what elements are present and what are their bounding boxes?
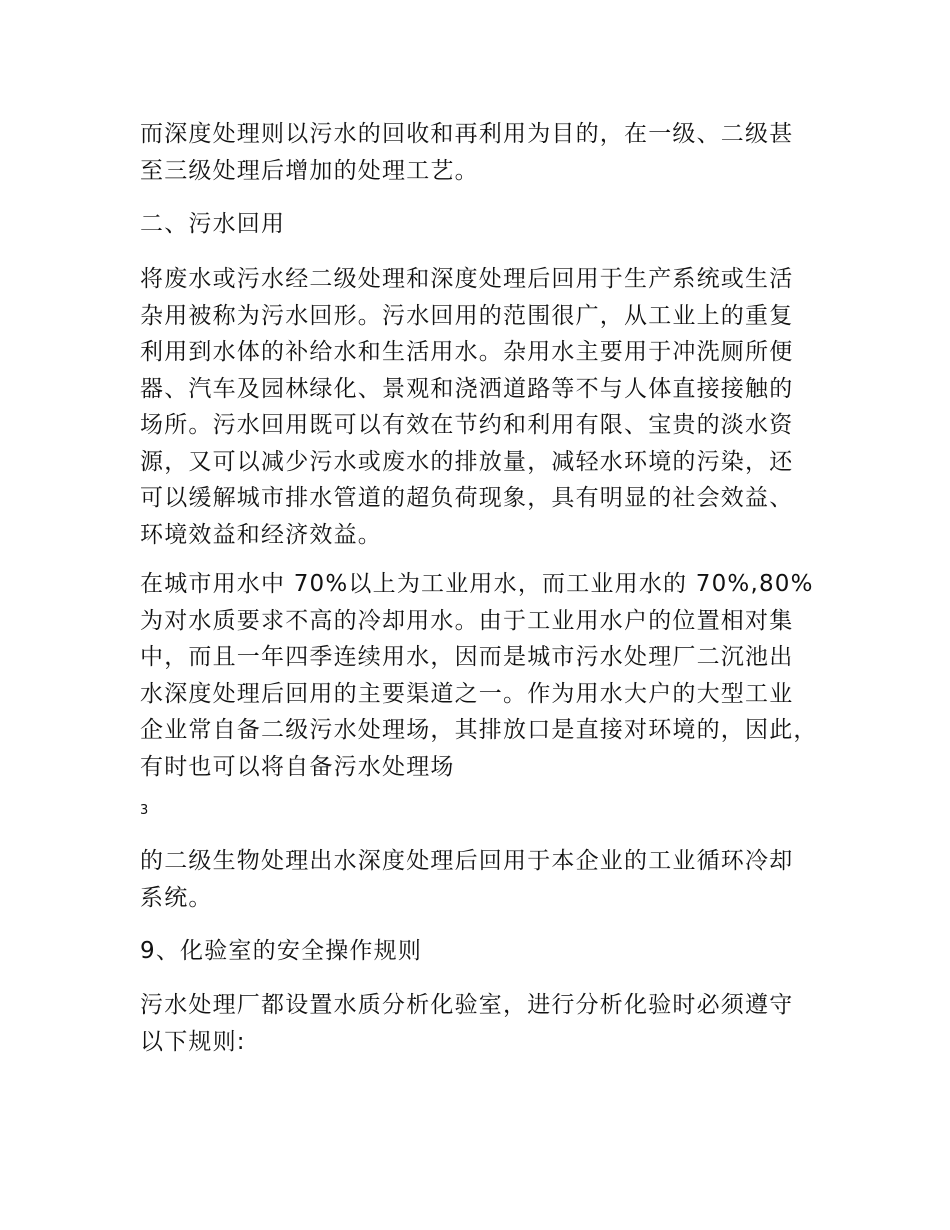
paragraph-lab-rules bbox=[140, 987, 820, 1060]
text-line: 利用到水体的补给水和生活用水。杂用水主要用于冲洗厕所便 bbox=[140, 339, 794, 365]
heading-text: 二、污水回用 bbox=[140, 211, 286, 237]
page-number: 3 bbox=[140, 803, 149, 818]
text-line: 水深度处理后回用的主要渠道之一。作为用水大户的大型工业 bbox=[140, 680, 794, 707]
text-line: 系统。 bbox=[140, 884, 213, 911]
text-line: 在城市用水中 70%以上为工业用水，而工业用水的 70%,80% bbox=[140, 571, 814, 597]
text-line: 以下规则: bbox=[140, 1028, 246, 1055]
section-heading-wastewater-reuse bbox=[140, 206, 820, 243]
text-line: 将废水或污水经二级处理和深度处理后回用于生产系统或生活 bbox=[140, 266, 794, 292]
text-line: 污水处理厂都设置水质分析化验室，进行分析化验时必须遵守 bbox=[140, 992, 794, 1018]
paragraph-industrial-water bbox=[140, 566, 820, 785]
text-line: 而深度处理则以污水的回收和再利用为目的，在一级、二级甚 bbox=[140, 121, 794, 147]
text-line: 有时也可以将自备污水处理场 bbox=[140, 753, 455, 780]
paragraph-deep-treatment bbox=[140, 116, 820, 189]
paragraph-reuse-description bbox=[140, 261, 820, 553]
paragraph-continuation bbox=[140, 843, 820, 916]
heading-text: 9、化验室的安全操作规则 bbox=[140, 938, 423, 964]
text-line: 企业常自备二级污水处理场，其排放口是直接对环境的，因此， bbox=[140, 717, 818, 743]
text-line: 中，而且一年四季连续用水，因而是城市污水处理厂二沉池出 bbox=[140, 644, 794, 670]
section-heading-lab-safety bbox=[140, 933, 820, 970]
text-line: 杂用被称为污水回形。污水回用的范围很广，从工业上的重复 bbox=[140, 302, 794, 329]
text-line: 可以缓解城市排水管道的超负荷现象，具有明显的社会效益、 bbox=[140, 485, 794, 511]
text-line: 环境效益和经济效益。 bbox=[140, 521, 382, 548]
text-line: 器、汽车及园林绿化、景观和浇洒道路等不与人体直接接触的 bbox=[140, 375, 794, 402]
text-line: 为对水质要求不高的冷却用水。由于工业用水户的位置相对集 bbox=[140, 607, 794, 634]
text-line: 场所。污水回用既可以有效在节约和利用有限、宝贵的淡水资 bbox=[140, 412, 794, 438]
text-line: 的二级生物处理出水深度处理后回用于本企业的工业循环冷却 bbox=[140, 848, 794, 874]
text-line: 至三级处理后增加的处理工艺。 bbox=[140, 157, 479, 184]
text-line: 源，又可以减少污水或废水的排放量，减轻水环境的污染，还 bbox=[140, 448, 794, 475]
